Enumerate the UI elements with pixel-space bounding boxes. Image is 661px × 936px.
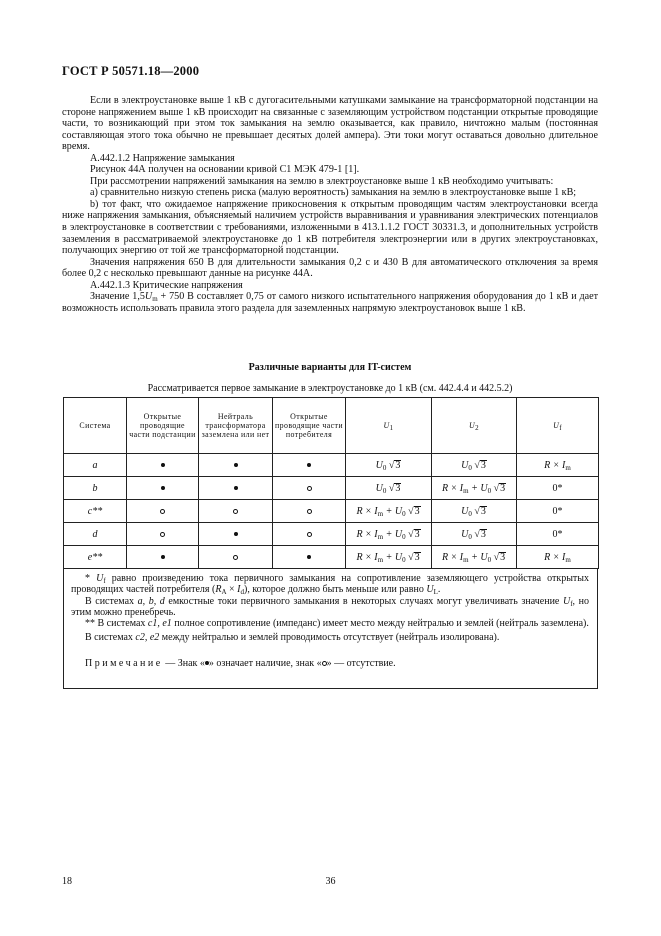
section-heading: А.442.1.2 Напряжение замыкания [90,152,235,164]
presence-cell [199,477,273,500]
subscript: 0 [402,532,406,541]
formula: $R \times I_m + U_0$ √3 [356,551,420,564]
paragraph: При рассмотрении напряжений замыкания на землю в электроустановке выше 1 кВ необходимо учитывать: [90,175,554,187]
formula: $R \times I_m + U_0$ √3 [441,551,506,564]
system-label: a [64,454,127,477]
subscript: 0 [487,555,492,564]
column-header [432,398,517,454]
bullet-hollow-icon [233,555,238,560]
list-item: b) тот факт, что ожидаемое напряжение прикосновения к открытым проводящим частям электроустановки всегда ниже напряжения замыкания, объясняемый наличием устройств выравнивания и уравнивания электрических потенциалов в электроустановке в соответствии с требованиями, изложенными в 413.1.1.2 ГОСТ 30331.3, и дополнительных устройств заземления в рассматриваемой электроустановке до 1 кВ потребителя электроэнергии или в других электроустановках, получающих энергию от той же трансформаторной подстанции. [62,198,598,257]
symbol: I [237,584,241,596]
subscript: 0 [487,486,492,495]
subscript: 0 [382,463,387,472]
bullet-filled-icon [234,463,238,467]
column-header: Система [64,398,127,454]
symbol: U [144,291,153,303]
subscript: 0 [468,509,472,518]
text-run: емкостные токи первичного замыкания в некоторых случаях могут увеличивать значение [164,595,563,607]
radicand: 3 [414,551,420,563]
subscript: f [570,599,573,608]
subscript: 0 [382,486,387,495]
symbol: U [461,459,469,471]
subscript: m [152,295,158,304]
subscript: 0 [468,532,472,541]
bullet-filled-icon [234,486,238,490]
text-run: Значение 1,5 [90,291,145,303]
uf-cell [517,477,599,500]
symbol: U [468,420,476,430]
formula-text: 0* [552,505,563,517]
symbol: R × I [356,551,378,563]
symbol: + U [383,551,403,563]
table-row [64,523,599,546]
table-row [64,500,599,523]
column-header [346,398,432,454]
presence-cell [199,454,273,477]
system-label: d [64,523,127,546]
uf-cell [517,523,599,546]
formula [544,552,571,563]
text-run: — Знак « [162,657,205,669]
formula-text: 0* [552,528,563,540]
radicand: 3 [395,482,401,494]
table-title: Различные варианты для IT-систем [248,362,412,373]
u2-cell [432,477,517,500]
bullet-hollow-icon [307,532,312,537]
symbol: R × I [356,505,378,517]
text-run: + 750 В составляет 0,75 от самого низкого испытательного напряжения оборудования до 1 кВ и дает возможность использовать правила этого раздела для заземленных напрямую электроустановок выше 1 кВ. [62,291,599,314]
symbol: R × I [441,551,464,563]
table-container [63,397,598,689]
bullet-hollow-icon [307,486,312,491]
subscript: m [463,486,469,495]
text-run: равно произведению тока первичного замыкания на сопротивление заземляющего устройства открытых проводящих частей потребителя ( [71,573,590,596]
paragraph: Значения напряжения 650 В для длительности замыкания 0,2 с и 430 В для автоматического отключения за время более 0,2 с несколько превышают данные на рисунке 44А. [62,256,598,280]
u1-cell [346,523,432,546]
formula: $U_0$ √3 [461,459,486,472]
it-systems-table [63,397,599,569]
system-label: b [64,477,127,500]
radicand: 3 [395,459,401,471]
symbol: U [426,584,434,596]
presence-cell [199,500,273,523]
uf-cell [517,500,599,523]
presence-cell [273,546,346,569]
column-header: Нейтраль трансформатора заземлена или нет [199,398,273,454]
presence-cell [199,546,273,569]
subscript: L [433,588,438,597]
symbol: + U [468,482,488,494]
u1-cell [346,500,432,523]
symbol: U [461,505,469,517]
table-notes [63,569,598,689]
u2-cell [432,523,517,546]
radicand: 3 [480,505,486,517]
text-run: c2, e2 [135,632,160,644]
subscript: A [221,588,227,597]
formula-text: 0* [552,482,563,494]
text-run: , но этим можно пренебречь. [71,595,589,618]
bullet-filled-icon [307,463,311,467]
presence-cell [273,523,346,546]
section-heading: А.442.1.3 Критические напряжения [90,279,243,291]
bullet-filled-icon [161,486,165,490]
bullet-hollow-icon [233,509,238,514]
footer-page-number: 18 [62,876,72,887]
footer-sheet-number: 36 [325,876,336,887]
system-label: e** [64,546,127,569]
symbol: U [461,528,469,540]
text-run: ** В системах [85,618,148,630]
formula: $U_0$ √3 [375,459,401,472]
symbol: R [215,584,222,596]
table-row [64,546,599,569]
document-header: ГОСТ Р 50571.18—2000 [62,64,200,78]
subscript: f [559,423,562,432]
text-run: × [226,584,238,596]
list-item: a) сравнительно низкую степень риска (малую вероятность) замыкания на землю в электроустановке выше 1 кВ; [90,187,577,199]
presence-cell [127,477,199,500]
u1-cell [346,454,432,477]
text-run: » означает наличие, знак « [208,657,322,669]
formula: $U_0$ √3 [461,505,486,518]
text-run: c1, e1 [147,618,172,630]
presence-cell [273,500,346,523]
text-run: полное сопротивление (импеданс) имеет место между нейтралью и землей (нейтраль заземлена). [171,618,589,630]
subscript: m [377,555,384,564]
paragraph: Рисунок 44А получен на основании кривой C1 МЭК 479-1 [1]. [90,164,360,176]
subscript: m [565,555,571,564]
formula [544,460,571,471]
table-header-row [64,398,599,454]
text-run: В системах [85,632,136,644]
radicand: 3 [500,482,506,494]
u2-cell [432,454,517,477]
text-run: . [437,584,441,596]
symbol: + U [383,505,403,517]
table-caption: Рассматривается первое замыкание в электроустановке до 1 кВ (см. 442.4.4 и 442.5.2) [147,383,513,394]
text-run: между нейтралью и землей проводимость отсутствует (нейтраль изолирована). [159,632,500,644]
text-run: * [85,573,97,584]
bullet-filled-icon [307,555,311,559]
symbol: U [375,459,383,471]
u2-cell [432,546,517,569]
footnote [71,573,589,596]
text-run: В системах [85,595,138,607]
u1-cell [346,546,432,569]
subscript: m [377,509,384,518]
system-label: c** [64,500,127,523]
footnote [71,618,589,629]
symbol: R × I [441,482,464,494]
presence-cell [199,523,273,546]
formula: $R \times I_m + U_0$ √3 [441,482,506,495]
radicand: 3 [414,528,420,540]
symbol: U [375,482,383,494]
symbol: U [553,420,560,430]
bullet-filled-icon [234,532,238,536]
footnote [71,632,589,643]
symbol: + U [468,551,488,563]
symbol: R × I [544,459,566,471]
text-run: ), которое должно быть меньше или равно [244,584,427,596]
column-header: Открытые проводящие части потребителя [273,398,346,454]
radicand: 3 [480,528,486,540]
subscript: 1 [389,423,394,432]
text-run: » — отсутствие. [326,657,396,669]
presence-cell [127,523,199,546]
subscript: 2 [475,423,479,432]
subscript: m [463,555,469,564]
u2-cell [432,500,517,523]
formula: $R \times I_m + U_0$ √3 [356,505,420,518]
symbol: U [562,595,571,607]
body-text [62,95,598,314]
table-note [71,658,589,669]
radicand: 3 [480,459,486,471]
bullet-hollow-icon [307,509,312,514]
symbol: U [96,573,104,584]
symbol: R × I [356,528,378,540]
formula: $R \times I_m + U_0$ √3 [356,528,420,541]
uf-cell [517,546,599,569]
subscript: 0 [402,555,406,564]
subscript: d [240,588,244,597]
paragraph [62,291,598,314]
subscript: m [377,532,384,541]
subscript: 0 [468,463,472,472]
presence-cell [127,546,199,569]
presence-cell [273,454,346,477]
presence-cell [273,477,346,500]
subscript: m [565,463,571,472]
table-row [64,454,599,477]
bullet-filled-icon [161,463,165,467]
note-label: Примечание [85,657,163,669]
radicand: 3 [414,505,420,517]
symbol: U [383,420,390,430]
formula: $U_0$ √3 [375,482,401,495]
paragraph: Если в электроустановке выше 1 кВ с дугогасительными катушками замыкание на трансформаторной подстанции на стороне напряжением выше 1 кВ происходит на связанные с заземляющим устройством подстанции открытые проводящие части, то возникающий при этом ток замыкания на землю оказывается, как правило, ничтожно малым (постоянная составляющая этого тока обычно не превышает десятых долей ампера). Эти токи могут оставаться довольно длительное время. [62,95,598,153]
table-row [64,477,599,500]
radicand: 3 [500,551,506,563]
uf-cell [517,454,599,477]
u1-cell [346,477,432,500]
presence-cell [127,500,199,523]
column-header [517,398,599,454]
subscript: 0 [402,509,406,518]
bullet-hollow-icon [160,532,165,537]
symbol: + U [383,528,403,540]
presence-cell [127,454,199,477]
bullet-hollow-icon [160,509,165,514]
symbol: R × I [544,551,566,563]
subscript: f [103,577,106,585]
bullet-filled-icon [161,555,165,559]
footnote [71,596,589,619]
column-header: Открытые проводящие части подстанции [127,398,199,454]
formula: $U_0$ √3 [461,528,486,541]
text-run: a, b, d [137,595,165,607]
